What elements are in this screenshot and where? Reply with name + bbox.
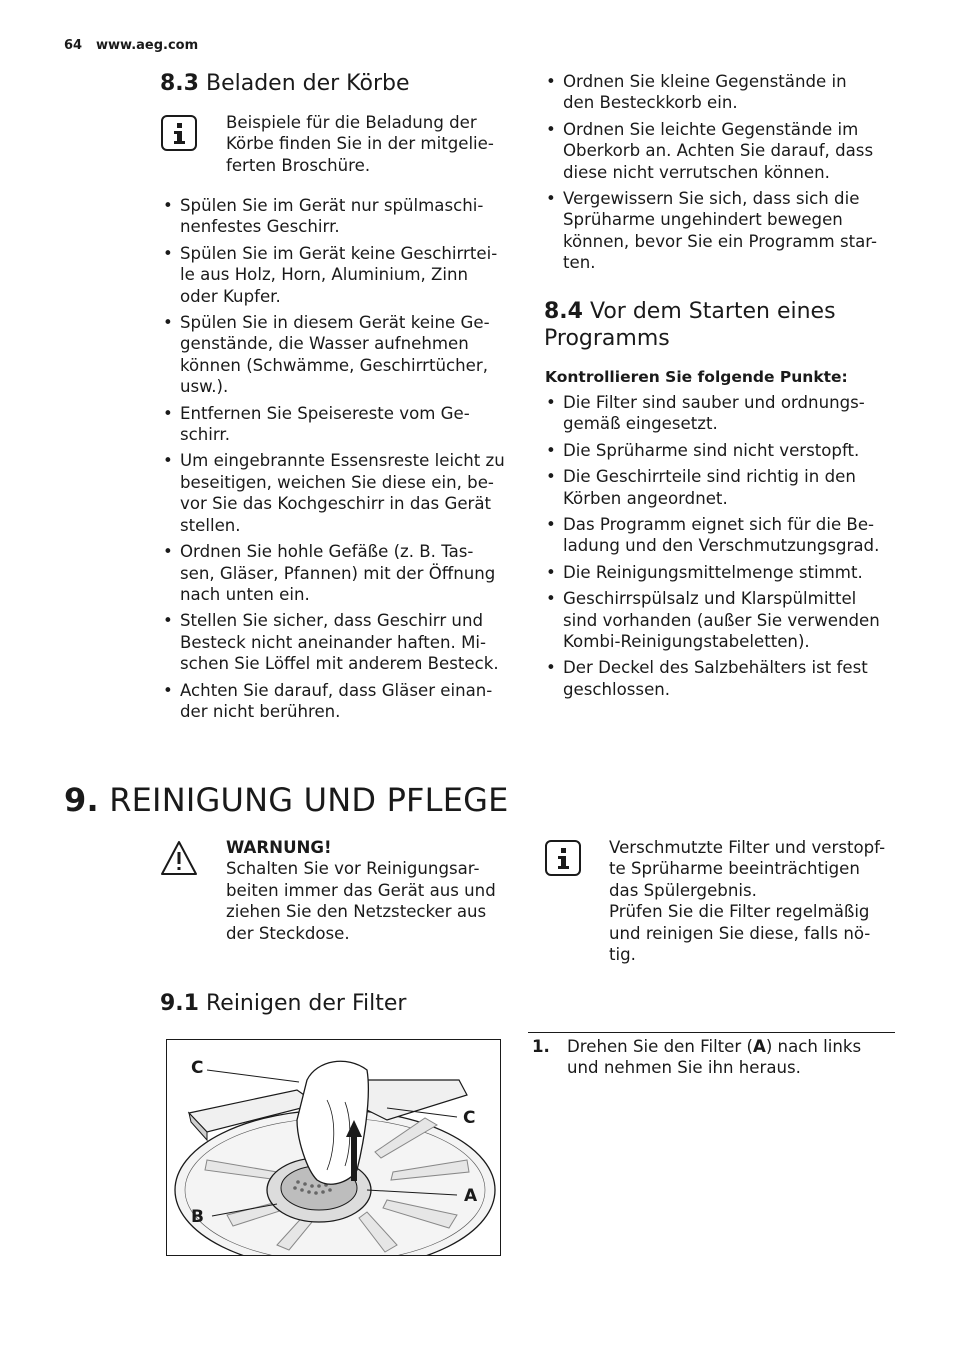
list-item: • Achten Sie darauf, dass Gläser einan- der nicht berühren. xyxy=(162,680,522,723)
warning-line: ziehen Sie den Netzstecker aus xyxy=(226,902,487,922)
section-title: Beladen der Körbe xyxy=(205,71,410,96)
list-item: • Spülen Sie im Gerät keine Geschirrtei- le aus Holz, Horn, Aluminium, Zinn oder Kupfer. xyxy=(162,243,522,307)
info-note-line: Körbe finden Sie in der mitgelie- xyxy=(226,134,494,154)
filter-removal-figure xyxy=(166,1039,501,1256)
section-number: 8.3 xyxy=(160,71,199,96)
page-number: 64 xyxy=(64,38,83,53)
section-8-3-heading xyxy=(160,70,410,97)
pre-start-checklist xyxy=(545,392,915,705)
section-title-line2: Programms xyxy=(544,326,670,351)
warning-title: WARNUNG! xyxy=(226,838,332,857)
warning-line: Schalten Sie vor Reinigungsar- xyxy=(226,859,480,879)
chapter-9-heading xyxy=(64,780,509,820)
section-number: 9.1 xyxy=(160,991,199,1016)
section-title: Vor dem Starten eines xyxy=(589,299,836,324)
chapter-number: 9. xyxy=(64,781,99,819)
list-item: • Stellen Sie sicher, dass Geschirr und Besteck nicht aneinander haften. Mi- schen Sie Löffel mit anderem Besteck. xyxy=(162,610,522,674)
warning-icon xyxy=(160,840,198,876)
info-note-line: ferten Broschüre. xyxy=(226,155,371,175)
figure-label-c: C xyxy=(191,1058,204,1078)
list-item: • Spülen Sie in diesem Gerät keine Ge- genstände, die Wasser aufnehmen können (Schwämme, Geschirrtücher, usw.). xyxy=(162,312,522,398)
list-item: • Geschirrspülsalz und Klarspülmittel sind vorhanden (außer Sie verwenden Kombi-Reinigungstabeletten). xyxy=(545,588,915,652)
info-icon xyxy=(161,115,197,151)
list-item: • Ordnen Sie kleine Gegenstände in den Besteckkorb ein. xyxy=(545,71,905,114)
loading-rules-list-continued xyxy=(545,71,905,279)
step-text xyxy=(567,1036,897,1079)
checklist-subheading: Kontrollieren Sie folgende Punkte: xyxy=(545,368,848,386)
info-icon xyxy=(545,840,581,876)
info-line: das Spülergebnis. xyxy=(609,880,757,900)
info-line: Verschmutzte Filter und verstopf- xyxy=(609,838,886,857)
list-item: • Die Filter sind sauber und ordnungs- gemäß eingesetzt. xyxy=(545,392,915,435)
list-item: • Ordnen Sie leichte Gegenstände im Oberkorb an. Achten Sie darauf, dass diese nicht verrutschen können. xyxy=(545,119,905,183)
info-line: tig. xyxy=(609,945,636,965)
warning-note xyxy=(226,837,516,944)
warning-line: der Steckdose. xyxy=(226,923,350,943)
loading-rules-list xyxy=(162,195,522,727)
list-item: • Die Geschirrteile sind richtig in den Körben angeordnet. xyxy=(545,466,915,509)
divider xyxy=(528,1032,895,1033)
section-9-1-heading xyxy=(160,990,406,1017)
info-note-line: Beispiele für die Beladung der xyxy=(226,113,477,132)
list-item: • Um eingebrannte Essensreste leicht zu beseitigen, weichen Sie diese ein, be- vor Sie das Kochgeschirr in das Gerät stellen. xyxy=(162,450,522,536)
chapter-title: REINIGUNG UND PFLEGE xyxy=(109,781,509,819)
figure-label-b: B xyxy=(191,1207,204,1227)
warning-line: beiten immer das Gerät aus und xyxy=(226,880,496,900)
filter-illustration xyxy=(167,1040,500,1255)
list-item: • Der Deckel des Salzbehälters ist fest geschlossen. xyxy=(545,657,915,700)
info-line: und reinigen Sie diese, falls nö- xyxy=(609,923,871,943)
list-item: • Die Sprüharme sind nicht verstopft. xyxy=(545,440,915,461)
step-text-bold: A xyxy=(752,1037,766,1056)
info-note xyxy=(226,112,516,176)
filter-info-note xyxy=(609,837,909,965)
info-line: te Sprüharme beeinträchtigen xyxy=(609,859,860,879)
list-item: • Das Programm eignet sich für die Be- ladung und den Verschmutzungsgrad. xyxy=(545,514,915,557)
list-item: • Entfernen Sie Speisereste vom Ge- schirr. xyxy=(162,403,522,446)
step-text-line: und nehmen Sie ihn heraus. xyxy=(567,1058,801,1078)
section-title: Reinigen der Filter xyxy=(205,991,407,1016)
figure-label-a: A xyxy=(464,1186,478,1206)
step-text-part: ) nach links xyxy=(765,1037,862,1056)
list-item: • Die Reinigungsmittelmenge stimmt. xyxy=(545,562,915,583)
section-number: 8.4 xyxy=(544,299,583,324)
info-line: Prüfen Sie die Filter regelmäßig xyxy=(609,902,870,922)
list-item: • Ordnen Sie hohle Gefäße (z. B. Tas- sen, Gläser, Pfannen) mit der Öffnung nach unten ein. xyxy=(162,541,522,605)
step-number: 1. xyxy=(532,1037,550,1056)
step-text-part: Drehen Sie den Filter ( xyxy=(567,1037,753,1056)
website-url: www.aeg.com xyxy=(96,38,199,53)
list-item: • Spülen Sie im Gerät nur spülmaschi- nenfestes Geschirr. xyxy=(162,195,522,238)
section-8-4-heading xyxy=(544,298,924,352)
figure-label-c: C xyxy=(463,1108,476,1128)
list-item: • Vergewissern Sie sich, dass sich die Sprüharme ungehindert bewegen können, bevor Sie ein Programm star- ten. xyxy=(545,188,905,274)
